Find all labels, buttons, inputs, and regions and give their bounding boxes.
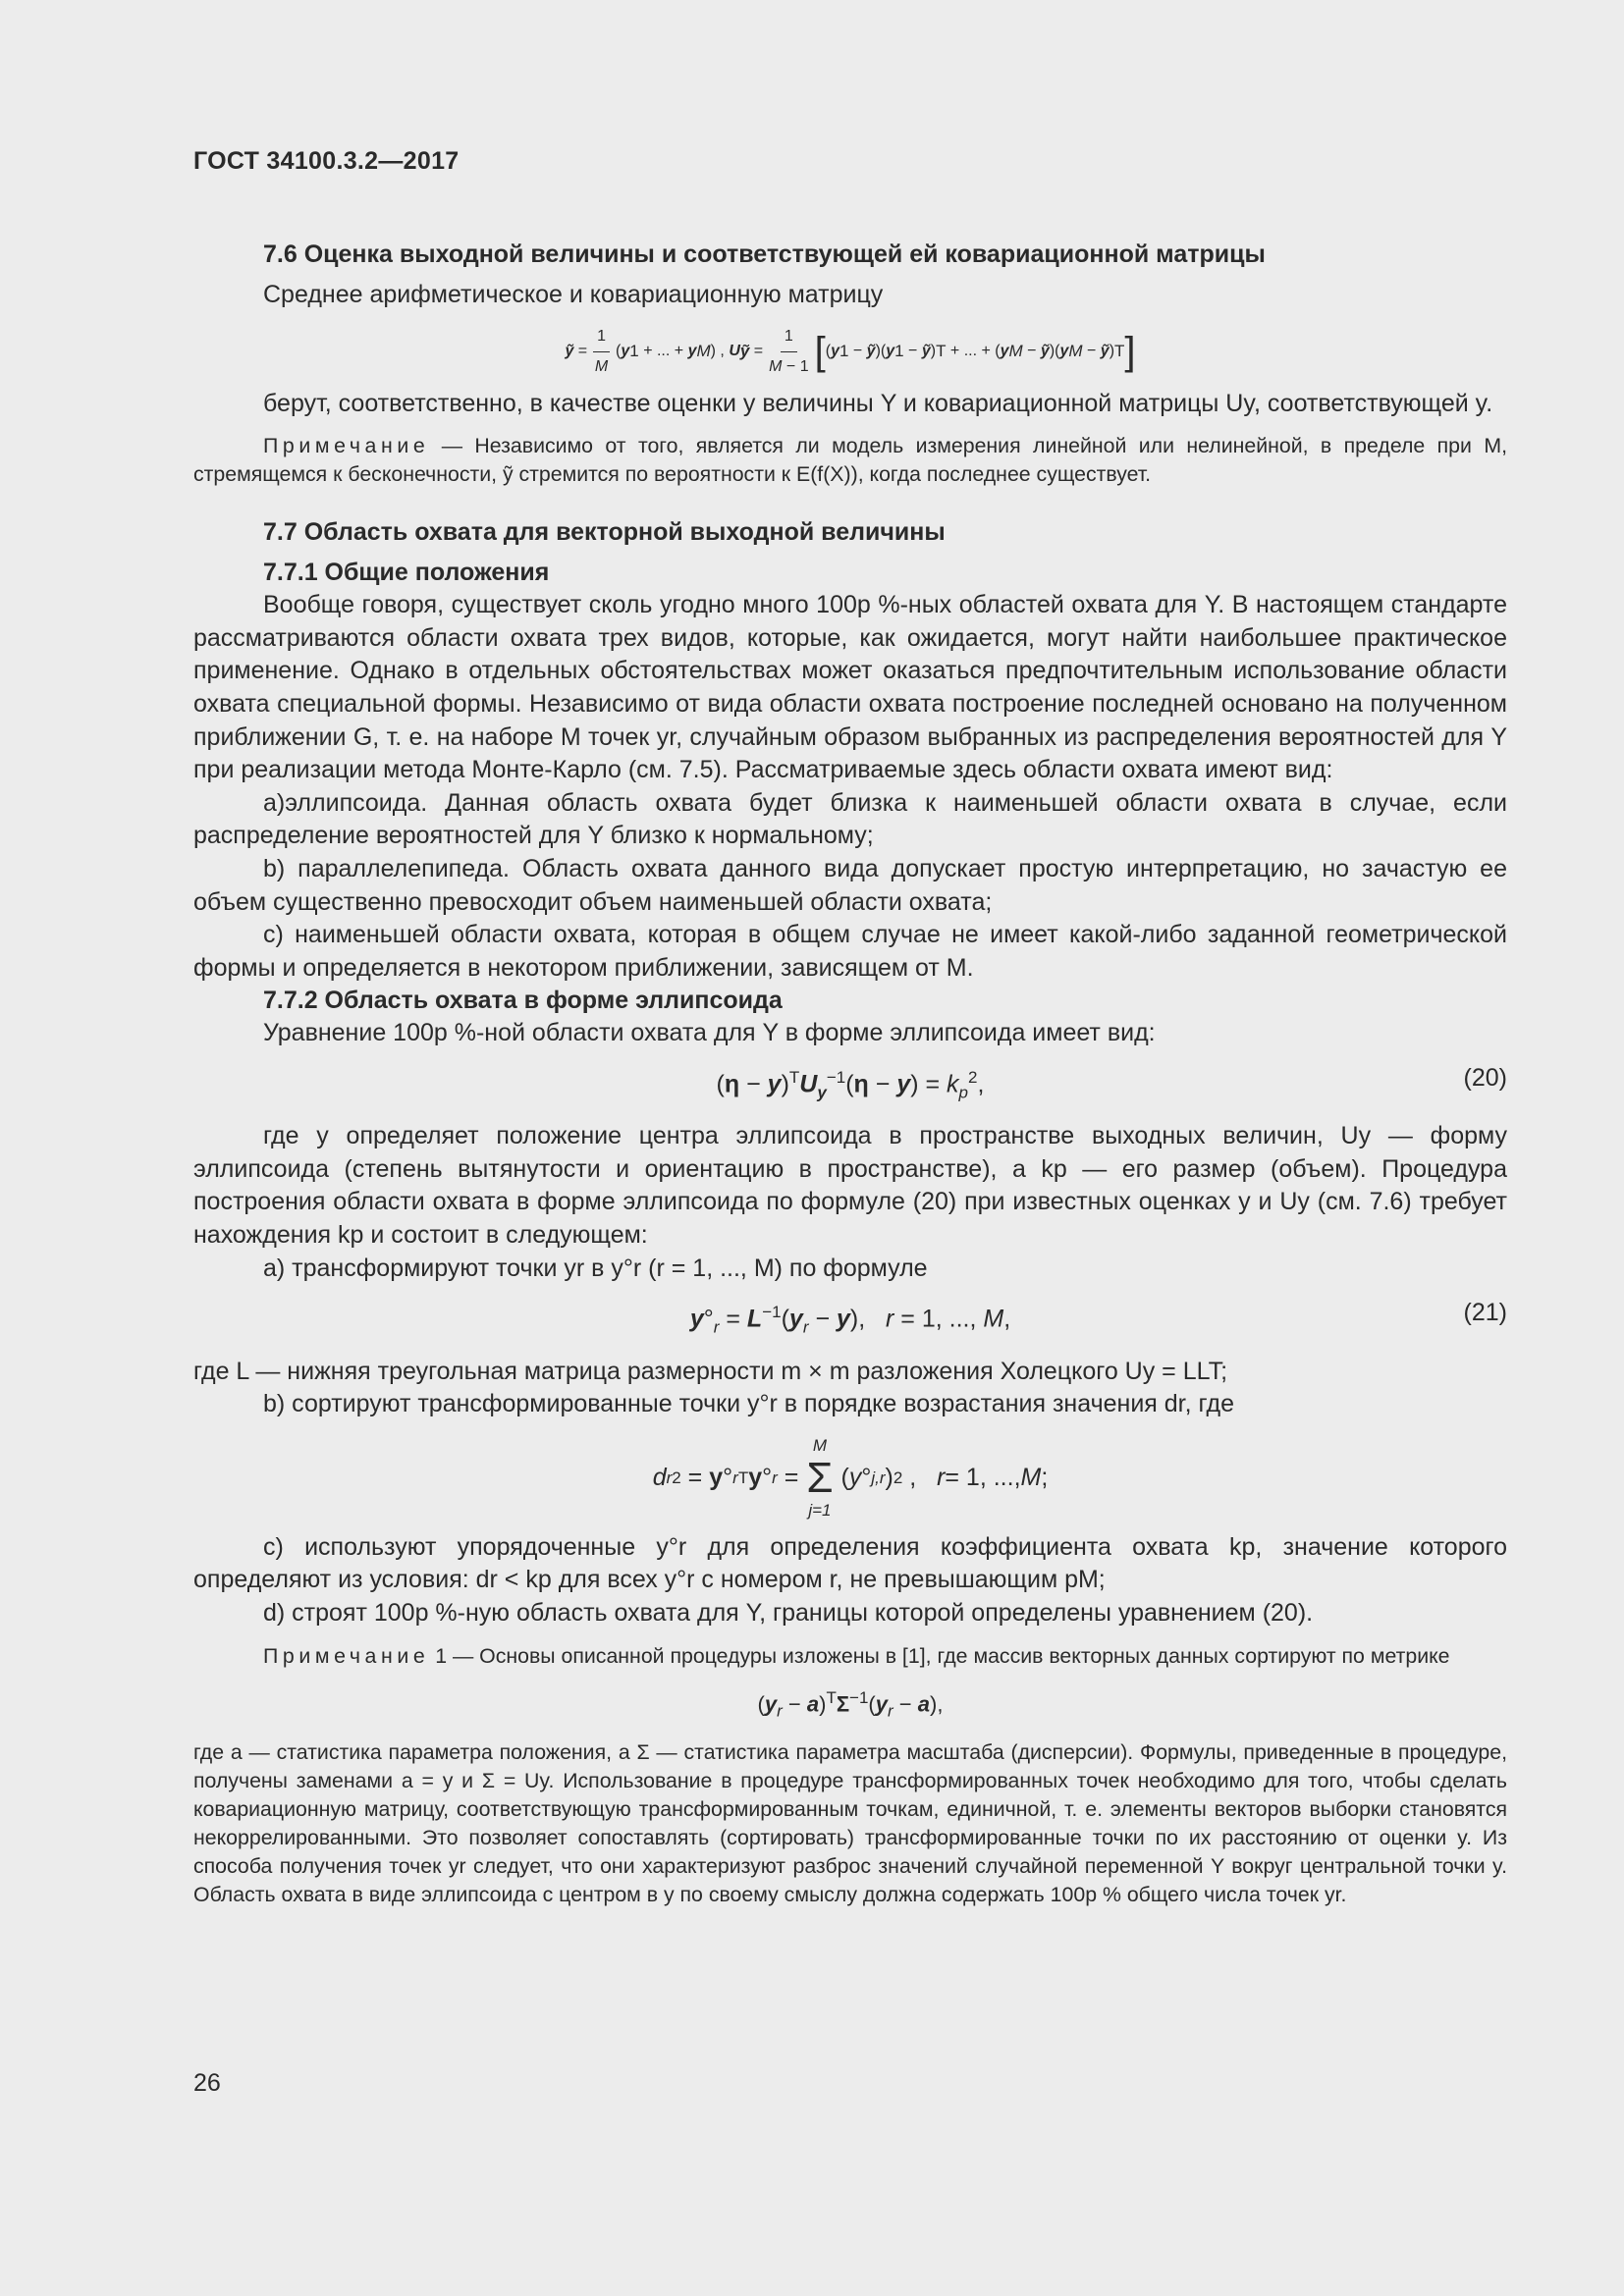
- step-d: d) строят 100p %-ную область охвата для Y, границы которой определены уравнением (20).: [263, 1598, 1314, 1627]
- list-item-a: а)эллипсоида. Данная область охвата будет близка к наименьшей области охвата в случае, если распределение вероятностей для Y близко к нормальному;: [193, 788, 1507, 850]
- list-item-c: c) наименьшей области охвата, которая в общем случае не имеет какой-либо заданной геометрической формы и определяется в некотором приближении, зависящем от M.: [193, 921, 1507, 982]
- equation-20-number: (20): [1463, 1063, 1507, 1092]
- section-7-7-1-paragraph: Вообще говоря, существует сколь угодно много 100p %-ных областей охвата для Y. В настоящем стандарте рассматриваются области охвата трех видов, которые, как ожидается, могут найти наибольшее практическое применение. Однако в отдельных обстоятельствах может оказаться предпочтительным использование области охвата специальной формы. Независимо от вида области охвата построение последней основано на полученном приближении G, т. е. на наборе M точек yr, случайным образом выбранных из распределения вероятностей для Y при реализации метода Монте-Карло (см. 7.5). Рассматриваемые здесь области охвата имеют вид:: [193, 591, 1507, 784]
- where-L: где L — нижняя треугольная матрица размерности m × m разложения Холецкого Uy = LLT;: [193, 1357, 1228, 1385]
- formula-distance: d r 2 = y ° r T y ° r = M Σ j=1 ( y ° j,r ) 2 , r = 1, ..., M ;: [652, 1435, 1049, 1520]
- section-7-7-2-title: 7.7.2 Область охвата в форме эллипсоида: [263, 987, 783, 1015]
- note-label: Примечание: [263, 434, 430, 458]
- formula-metric: $(y_r - a)^T\Sigma^{-1}(y_r - a)$,: [757, 1687, 944, 1721]
- equation-21-number: (21): [1463, 1299, 1507, 1327]
- section-7-7-2-where: где y определяет положение центра эллипсоида в пространстве выходных величин, Uy — форму эллипсоида (степень вытянутости и ориентацию в пространстве), а kp — его размер (объем). Процедура построения области охвата в форме эллипсоида по формуле (20) при известных оценках y и Uy (см. 7.6) требует нахождения kp и состоит в следующем:: [193, 1122, 1507, 1250]
- note-1-after: где a — статистика параметра положения, а Σ — статистика параметра масштаба (дисперсии). Формулы, приведенные в процедуре, получены заменами a = y и Σ = Uy. Использование в процедуре трансформированных точек необходимо для того, чтобы сделать ковариационную матрицу, соответствующую трансформированным точкам, единичной, т. е. элементы векторов выборки становятся некоррелированными. Это позволяет сопоставлять (сортировать) трансформированные точки по их расстоянию от оценки y. Из способа получения точек yr следует, что они характеризуют разброс значений случайной переменной Y вокруг центральной точки y. Область охвата в виде эллипсоида с центром в y по своему смыслу должна содержать 100p % общего числа точек yr.: [193, 1740, 1507, 1907]
- section-7-7-2-intro: Уравнение 100p %-ной области охвата для Y в форме эллипсоида имеет вид:: [263, 1019, 1156, 1047]
- note-1-text: 1 — Основы описанной процедуры изложены в [1], где массив векторных данных сортируют по метрике: [429, 1643, 1450, 1668]
- list-item-b: b) параллелепипеда. Область охвата данного вида допускает простую интерпретацию, но зачастую ее объем существенно превосходит объем наименьшей области охвата;: [193, 854, 1507, 916]
- note-1-label: Примечание: [263, 1643, 430, 1668]
- step-c: c) используют упорядоченные y°r для определения коэффициента охвата kp, значение которого определяют из условия: dr < kp для всех y°r с номером r, не превышающим pM;: [193, 1532, 1507, 1594]
- document-header: ГОСТ 34100.3.2—2017: [193, 147, 460, 175]
- section-7-6-title: 7.6 Оценка выходной величины и соответствующей ей ковариационной матрицы: [263, 240, 1266, 268]
- section-7-7-title: 7.7 Область охвата для векторной выходной величины: [263, 518, 946, 547]
- section-7-6-after: берут, соответственно, в качестве оценки y величины Y и ковариационной матрицы Uy, соответствующей y.: [263, 389, 1493, 417]
- page-number: 26: [193, 2069, 221, 2097]
- section-7-6-note: [193, 432, 1507, 489]
- step-b: b) сортируют трансформированные точки y°r в порядке возрастания значения dr, где: [263, 1390, 1234, 1418]
- step-a: а) трансформируют точки yr в y°r (r = 1, ..., M) по формуле: [263, 1254, 928, 1282]
- equation-21: $y^\circ_r = L^{-1}(y_r - y)$, r = 1, ..., M, (21): [193, 1293, 1507, 1347]
- section-7-6-intro: Среднее арифметическое и ковариационную матрицу: [263, 281, 884, 308]
- note-1: [193, 1642, 1507, 1671]
- note-text: — Независимо от того, является ли модель измерения линейной или нелинейной, в пределе при M, стремящемся к бесконечности, ỹ стремится по вероятности к E(f(X)), когда последнее существует.: [193, 434, 1507, 487]
- section-7-7-1-title: 7.7.1 Общие положения: [263, 559, 550, 587]
- formula-mean-covariance: ỹ = $\frac{1}{M}$ ( y 1 + ... + y M ) , U ỹ = $\frac{1}{M - 1}$ [ ( y 1 − ỹ )( y 1 − ỹ ) T + ... + ( y M − ỹ )( y M − ỹ ) T ]: [193, 322, 1507, 382]
- equation-20: $(\eta - y)^TU_y^{-1}(\eta - y) = k_p^2$, (20): [193, 1058, 1507, 1112]
